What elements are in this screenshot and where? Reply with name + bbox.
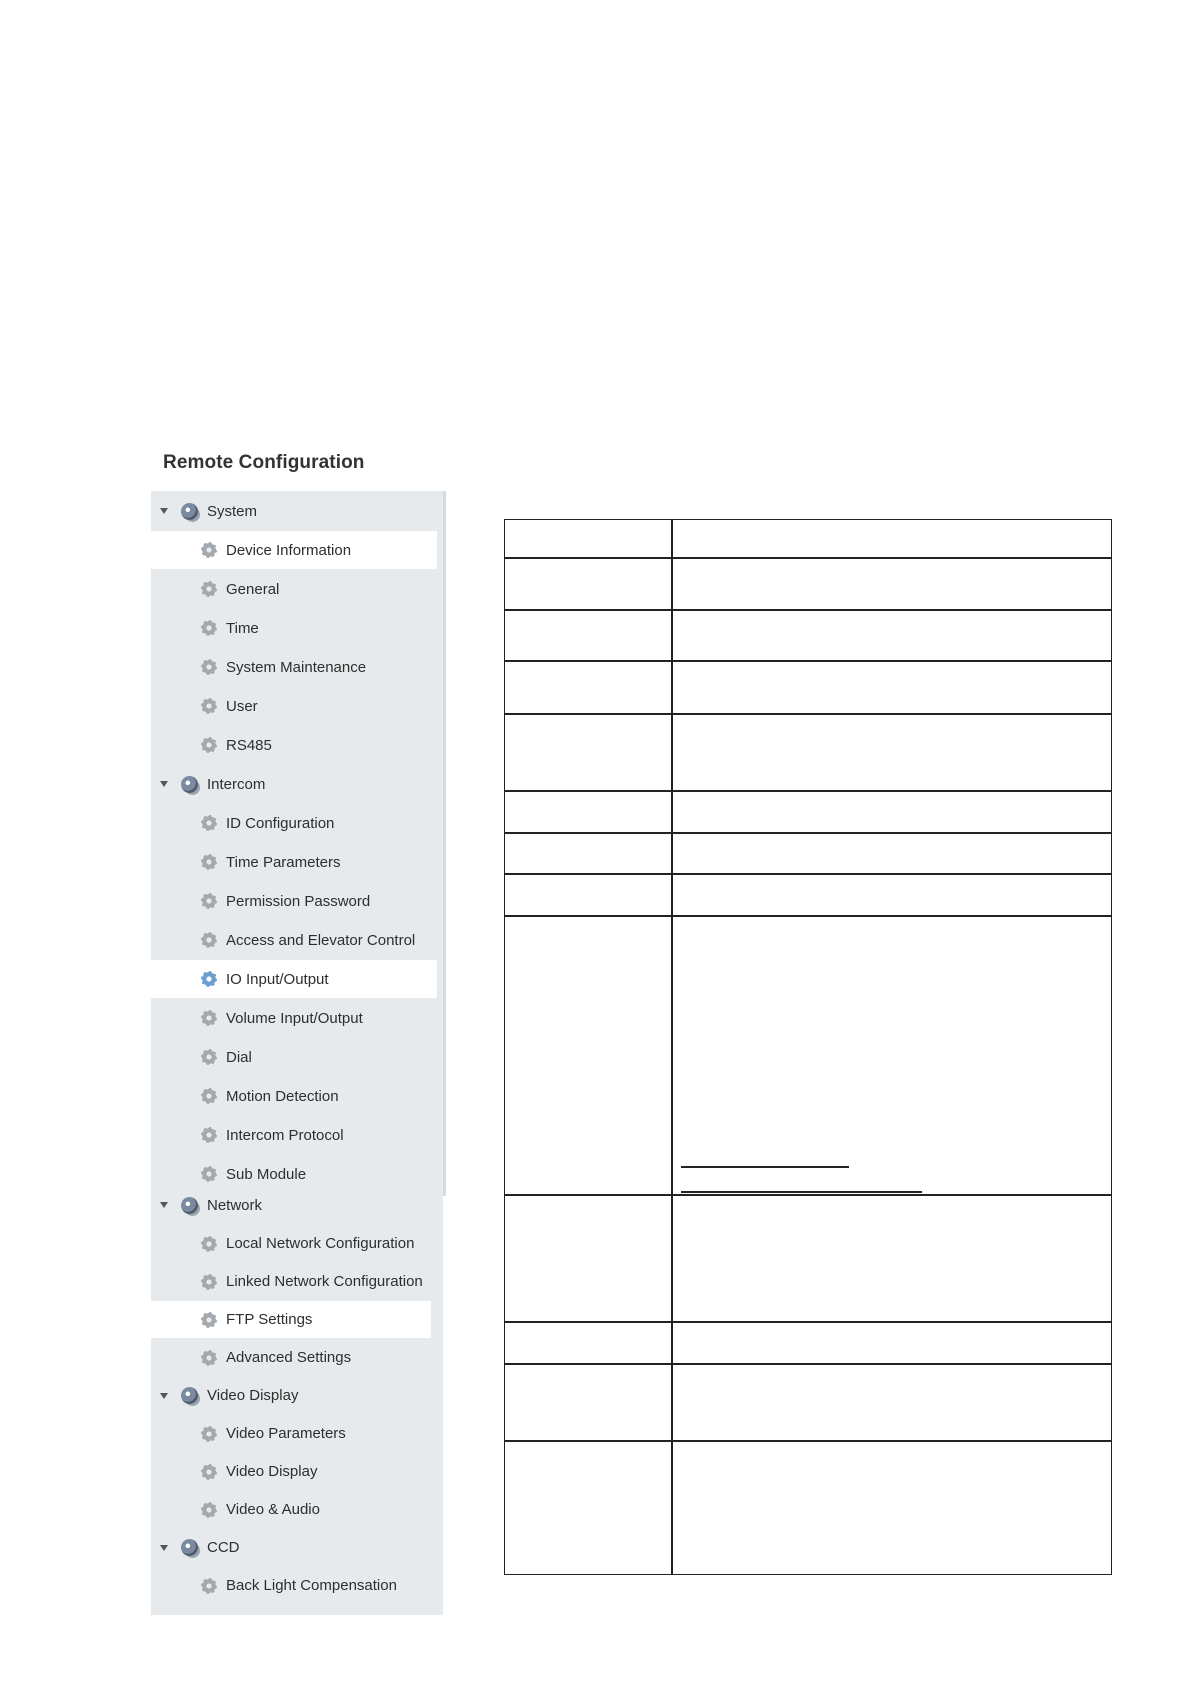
tree-item-device-information[interactable] [151,531,437,569]
tree-item-label: Sub Module [226,1165,307,1183]
tree-item-advanced-settings[interactable] [151,1339,437,1376]
tree-item-label: Intercom Protocol [226,1126,344,1144]
table-row-divider [505,790,1111,792]
gear-icon [201,1578,217,1594]
tree-item-label: Permission Password [226,892,371,910]
tree-item-motion-detection[interactable] [151,1077,437,1115]
tree-item-video-parameters[interactable] [151,1415,437,1452]
table-row-divider [505,1440,1111,1442]
gear-icon [201,1274,217,1290]
tree-item-time-parameters[interactable] [151,843,437,881]
gear-icon [201,1350,217,1366]
tree-item-label: Linked Network Configuration [226,1273,423,1290]
tree-item-label: Video Display [226,1463,318,1480]
tree-item-label: Volume Input/Output [226,1009,363,1027]
tree-item-label: FTP Settings [226,1311,313,1328]
tree-item-video-display[interactable] [151,1453,437,1490]
tree-item-dial[interactable] [151,1038,437,1076]
chevron-down-icon[interactable] [160,508,168,514]
tree-group-label: CCD [207,1539,240,1556]
gear-icon [201,854,217,870]
underline-mark [681,1191,922,1193]
tree-item-label: Dial [226,1048,252,1066]
table-row-divider [505,915,1111,917]
gear-icon [201,815,217,831]
page-title: Remote Configuration [163,452,365,473]
globe-gear-icon [181,776,198,793]
gear-icon [201,1426,217,1442]
tree-item-time[interactable] [151,609,437,647]
tree-item-permission-password[interactable] [151,882,437,920]
tree-item-label: Device Information [226,541,352,559]
gear-icon [201,1312,217,1328]
chevron-down-icon[interactable] [160,1202,168,1208]
chevron-down-icon[interactable] [160,1545,168,1551]
tree-item-user[interactable] [151,687,437,725]
tree-item-ftp-settings[interactable] [151,1301,431,1338]
tree-item-id-configuration[interactable] [151,804,437,842]
tree-item-label: System Maintenance [226,658,367,676]
tree-group-label: Intercom [207,775,266,793]
tree-group-network[interactable] [151,1187,437,1223]
table-row-divider [505,557,1111,559]
tree-item-label: RS485 [226,736,272,754]
gear-icon [201,893,217,909]
globe-gear-icon [181,1197,198,1214]
tree-item-general[interactable] [151,570,437,608]
chevron-down-icon[interactable] [160,781,168,787]
gear-icon [201,698,217,714]
tree-item-system-maintenance[interactable] [151,648,437,686]
tree-item-io-input-output[interactable] [151,960,437,998]
tree-item-linked-network-configuration[interactable] [151,1263,437,1300]
tree-item-label: Time [226,619,259,637]
tree-item-label: Access and Elevator Control [226,931,416,949]
gear-icon [201,1088,217,1104]
gear-icon [201,1502,217,1518]
tree-item-rs485[interactable] [151,726,437,764]
tree-item-volume-input-output[interactable] [151,999,437,1037]
tree-item-video-and-audio[interactable] [151,1491,437,1528]
underline-mark [681,1166,849,1168]
description-table [504,519,1112,1575]
table-row-divider [505,660,1111,662]
tree-item-label: ID Configuration [226,814,335,832]
table-row-divider [505,713,1111,715]
tree-group-label: Network [207,1196,263,1214]
table-row-divider [505,609,1111,611]
tree-item-label: Local Network Configuration [226,1235,415,1252]
globe-gear-icon [181,1387,198,1404]
gear-icon [201,542,217,558]
gear-icon [201,659,217,675]
gear-icon [201,1127,217,1143]
table-row-divider [505,1363,1111,1365]
tree-item-label: Video Parameters [226,1425,346,1442]
gear-icon [201,971,217,987]
chevron-down-icon[interactable] [160,1393,168,1399]
tree-item-label: User [226,697,258,715]
gear-icon [201,1010,217,1026]
tree-item-local-network-configuration[interactable] [151,1225,437,1262]
gear-icon [201,1166,217,1182]
gear-icon [201,620,217,636]
table-row-divider [505,1321,1111,1323]
tree-group-ccd[interactable] [151,1529,437,1566]
tree-group-video-display[interactable] [151,1377,437,1414]
tree-item-label: IO Input/Output [226,970,329,988]
gear-icon [201,1049,217,1065]
tree-item-label: Time Parameters [226,853,341,871]
table-row-divider [505,873,1111,875]
tree-item-label: Advanced Settings [226,1349,352,1366]
tree-item-access-and-elevator-control[interactable] [151,921,437,959]
tree-item-intercom-protocol[interactable] [151,1116,437,1154]
tree-group-label: System [207,502,258,520]
tree-group-intercom[interactable] [151,765,437,803]
tree-group-label: Video Display [207,1387,299,1404]
globe-gear-icon [181,1539,198,1556]
tree-item-label: General [226,580,280,598]
gear-icon [201,581,217,597]
table-row-divider [505,1194,1111,1196]
table-row-divider [505,832,1111,834]
tree-group-system[interactable] [151,493,437,529]
gear-icon [201,932,217,948]
globe-gear-icon [181,503,198,520]
table-column-divider [671,520,673,1574]
gear-icon [201,1236,217,1252]
tree-item-label: Back Light Compensation [226,1577,397,1594]
tree-item-label: Video & Audio [226,1501,320,1518]
gear-icon [201,737,217,753]
tree-item-label: Motion Detection [226,1087,339,1105]
gear-icon [201,1464,217,1480]
tree-item-back-light-compensation[interactable] [151,1567,437,1604]
